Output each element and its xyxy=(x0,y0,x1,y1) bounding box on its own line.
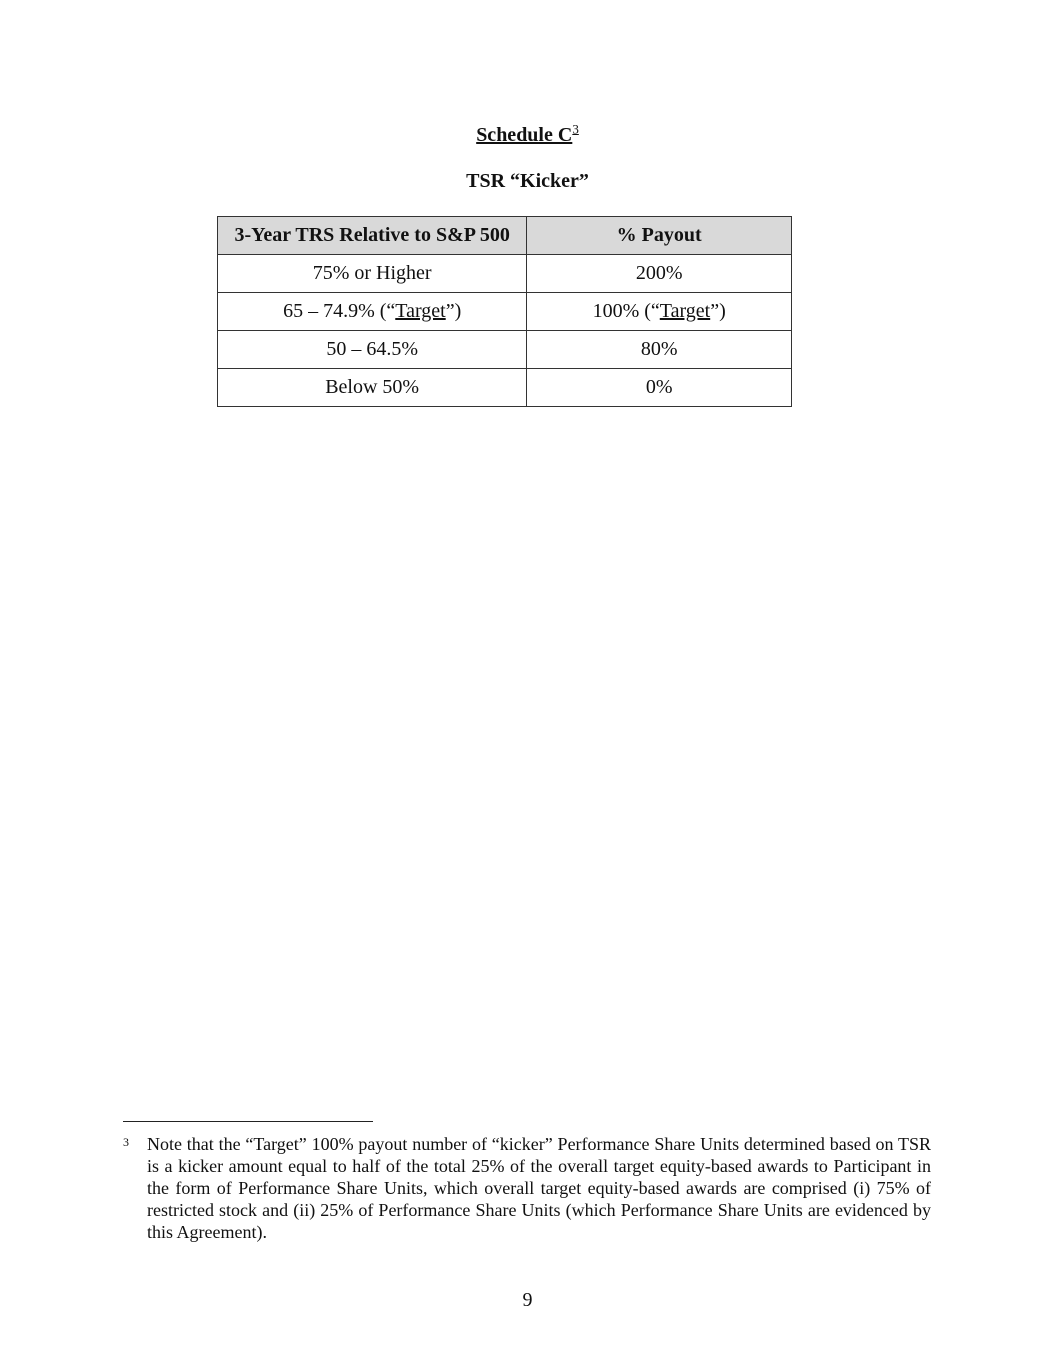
payout-table xyxy=(217,216,792,407)
header-payout: % Payout xyxy=(527,217,792,255)
footnote-divider xyxy=(123,1121,373,1122)
range-target-term: Target xyxy=(395,300,446,322)
footnote-text: Note that the “Target” 100% payout number of “kicker” Performance Share Units determined based on TSR is a kicker amount equal to half of the total 25% of the overall target equity-based awards to Participant in the form of Performance Share Units, which overall target equity-based awards are comprised (i) 75% of restricted stock and (ii) 25% of Performance Share Units (which Performance Share Units are evidenced by this Agreement). xyxy=(147,1134,931,1242)
payout-prefix: 100% (“ xyxy=(592,300,660,322)
table-row xyxy=(218,293,792,331)
header-trs-relative: 3-Year TRS Relative to S&P 500 xyxy=(218,217,527,255)
cell-payout: 0% xyxy=(527,369,792,407)
page-number: 9 xyxy=(522,1289,533,1311)
schedule-title-text: Schedule C xyxy=(476,124,573,146)
cell-range: 75% or Higher xyxy=(218,255,527,293)
cell-payout: 200% xyxy=(527,255,792,293)
schedule-title xyxy=(0,121,1055,147)
payout-target-term: Target xyxy=(659,300,711,322)
cell-range: 50 – 64.5% xyxy=(218,331,527,369)
cell-range xyxy=(218,293,527,331)
payout-suffix: ”) xyxy=(710,300,726,322)
range-prefix: 65 – 74.9% (“ xyxy=(283,300,396,322)
cell-payout xyxy=(527,293,792,331)
table-row xyxy=(218,331,792,369)
table-header-row xyxy=(218,217,792,255)
table-row xyxy=(218,369,792,407)
footnote-mark: 3 xyxy=(123,1135,129,1149)
footnote-reference[interactable]: 3 xyxy=(572,121,579,137)
schedule-subtitle: TSR “Kicker” xyxy=(466,170,589,192)
cell-payout: 80% xyxy=(527,331,792,369)
table-row xyxy=(218,255,792,293)
footnote xyxy=(123,1133,931,1243)
cell-range: Below 50% xyxy=(218,369,527,407)
range-suffix: ”) xyxy=(445,300,462,322)
